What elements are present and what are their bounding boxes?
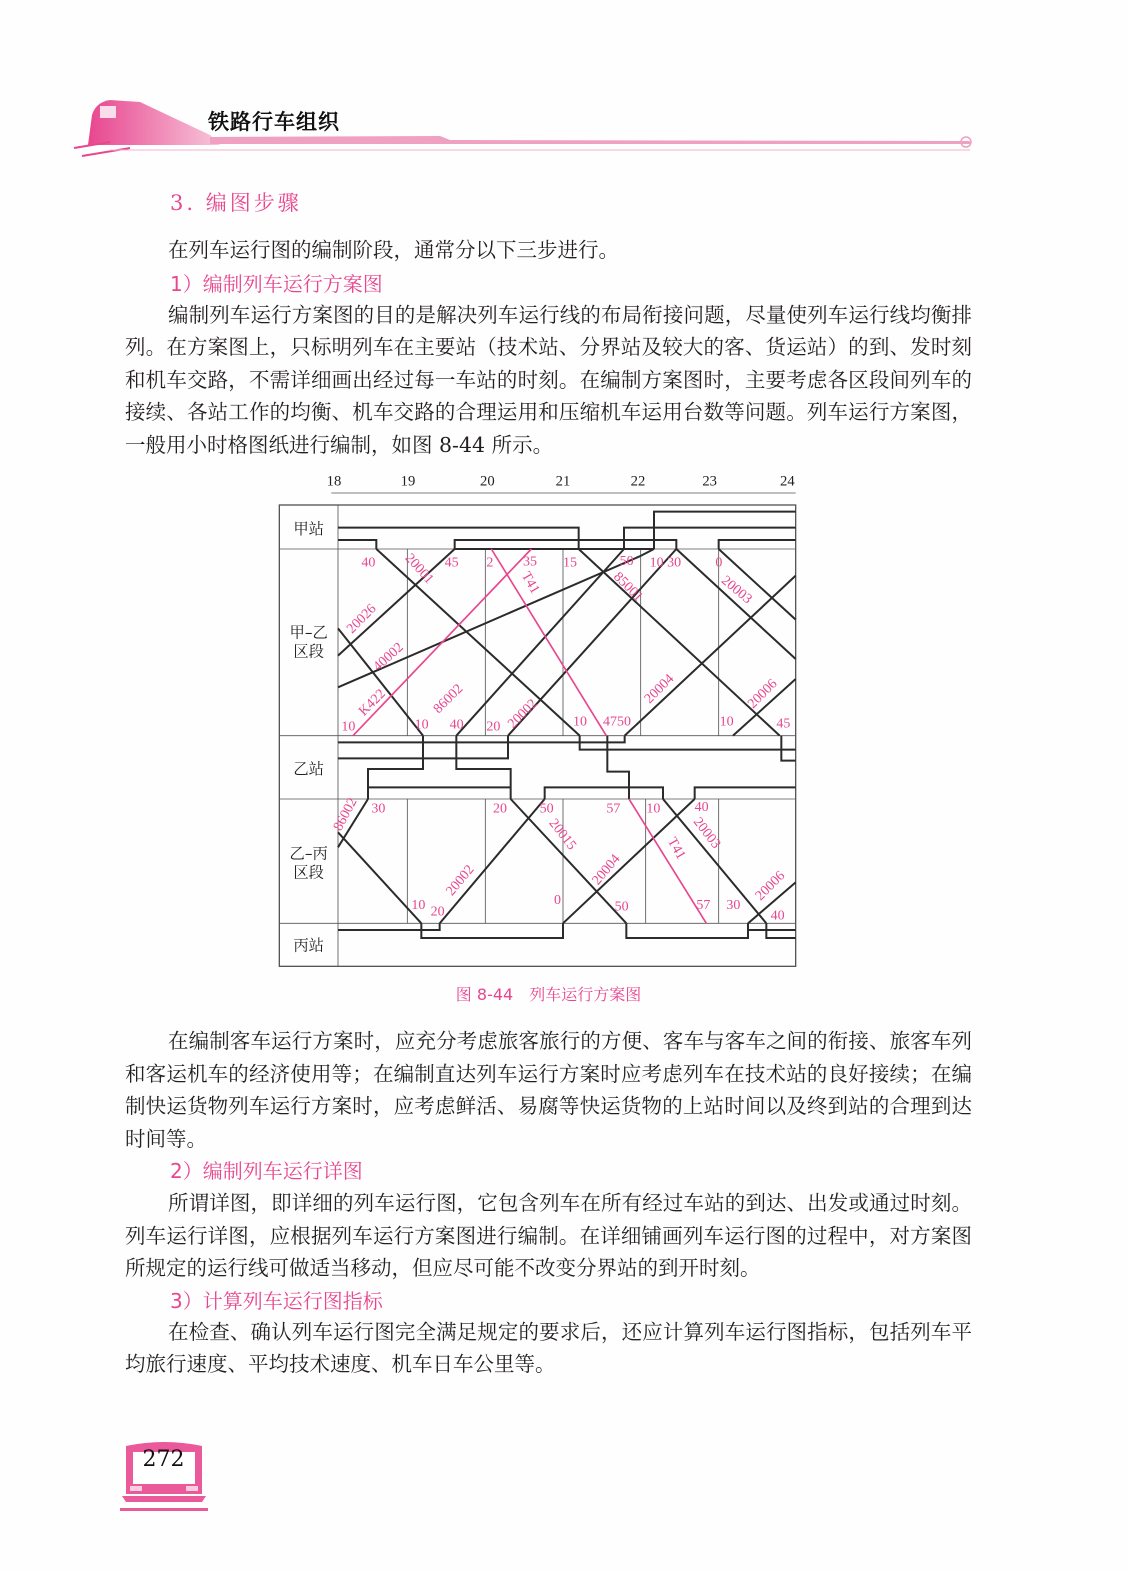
train-number: 20002 bbox=[505, 696, 541, 732]
station-yi-tracks bbox=[338, 736, 796, 799]
time-label: 50 bbox=[619, 554, 634, 569]
train-number: 20004 bbox=[589, 851, 624, 889]
train-number: 86002 bbox=[430, 681, 467, 717]
hour-label: 19 bbox=[400, 473, 416, 490]
time-label: 10 bbox=[414, 717, 429, 733]
time-label: 15 bbox=[563, 555, 577, 571]
train-number: 20003 bbox=[718, 573, 755, 608]
step-2-paragraph: 所谓详图，即详细的列车运行图，它包含列车在所有经过车站的到达、出发或通过时刻。列车运行详图，应根据列车运行方案图进行编制。在详细铺画列车运行图的过程中，对方案图所规定的运行线可做适当移动，但应尽可能不改变分界站的到开时刻。 bbox=[125, 1191, 972, 1280]
time-label: 45 bbox=[776, 716, 791, 732]
header-rule bbox=[210, 136, 970, 144]
hour-label: 20 bbox=[480, 473, 495, 490]
station-label: 乙站 bbox=[293, 760, 325, 778]
page-number: 272 bbox=[142, 1447, 185, 1472]
time-label: 35 bbox=[523, 554, 537, 570]
train-number: T41 bbox=[517, 569, 543, 597]
time-label: 10 bbox=[719, 714, 734, 730]
train-number: 40002 bbox=[370, 640, 407, 675]
step-1-heading: 1）编制列车运行方案图 bbox=[170, 271, 383, 296]
time-label: 40 bbox=[361, 555, 376, 571]
train-number: K422 bbox=[356, 686, 389, 720]
section-label: 乙–丙 bbox=[289, 844, 328, 863]
time-label: 57 bbox=[696, 898, 711, 913]
page-body bbox=[125, 188, 972, 1381]
section-label: 区段 bbox=[293, 863, 325, 882]
station-jia-tracks bbox=[338, 512, 796, 549]
train-number: 20001 bbox=[401, 550, 437, 588]
header-banner bbox=[70, 90, 980, 160]
hour-label: 22 bbox=[630, 473, 646, 490]
time-label: 50 bbox=[614, 899, 629, 915]
step-1-paragraph: 编制列车运行方案图的目的是解决列车运行线的布局衔接问题，尽量使列车运行线均衡排列。在方案图上，只标明列车在主要站（技术站、分界站及较大的客、货运站）的到、发时刻和机车交路，不需详细画出经过每一车站的时刻。在编制方案图时，主要考虑各区段间列车的接续、各站工作的均衡、机车交路的合理运用和压缩机车运用台数等问题。列车运行方案图，一般用小时格图纸进行编制，如图 8-44 所示。 bbox=[125, 302, 972, 457]
time-label: 2 bbox=[486, 555, 494, 571]
hour-label: 21 bbox=[555, 473, 571, 490]
hour-label: 23 bbox=[702, 473, 717, 490]
time-label: 10 bbox=[573, 714, 587, 730]
book-title: 铁路行车组织 bbox=[208, 110, 340, 134]
train-number: 86002 bbox=[330, 795, 361, 834]
figure-caption: 图 8-44 列车运行方案图 bbox=[455, 985, 642, 1004]
diagram-grid bbox=[279, 505, 795, 966]
train-number: T41 bbox=[663, 835, 689, 863]
train-number: 20003 bbox=[689, 814, 724, 852]
time-label: 20 bbox=[493, 801, 507, 817]
time-label: 0 bbox=[715, 555, 723, 571]
time-label: 4750 bbox=[603, 714, 631, 730]
section-title: 3. 编图步骤 bbox=[170, 191, 302, 215]
time-label: 30 bbox=[371, 801, 386, 817]
time-label: 40 bbox=[770, 908, 785, 924]
step-3-paragraph: 在检查、确认列车运行图完全满足规定的要求后，还应计算列车运行图指标，包括列车平均旅行速度、平均技术速度、机车日车公里等。 bbox=[125, 1319, 972, 1376]
section-label: 甲–乙 bbox=[289, 623, 328, 642]
train-number: 85001 bbox=[610, 569, 646, 605]
train-number: 20006 bbox=[752, 868, 789, 904]
station-label: 丙站 bbox=[293, 936, 325, 955]
time-label: 57 bbox=[606, 801, 621, 817]
step-2-heading: 2）编制列车运行详图 bbox=[170, 1159, 363, 1183]
time-label: 20 bbox=[430, 904, 445, 920]
train-number: 20026 bbox=[344, 601, 380, 637]
train-number: 20015 bbox=[545, 816, 579, 854]
hour-label: 18 bbox=[326, 473, 342, 490]
station-bing-tracks bbox=[338, 923, 796, 938]
passenger-lines-jia-yi bbox=[353, 549, 606, 736]
train-diagram bbox=[278, 469, 823, 969]
time-label: 45 bbox=[444, 555, 459, 571]
figure bbox=[125, 469, 972, 969]
time-label: 30 bbox=[726, 898, 741, 913]
passenger-lines-yi-bing bbox=[629, 799, 706, 923]
station-label: 甲站 bbox=[293, 520, 325, 538]
time-label: 0 bbox=[554, 893, 561, 908]
step-3-heading: 3）计算列车运行图指标 bbox=[170, 1288, 383, 1313]
train-number: 20004 bbox=[641, 671, 678, 707]
time-label: 10 bbox=[411, 898, 426, 913]
time-label: 10 30 bbox=[649, 555, 682, 571]
train-number: 20006 bbox=[745, 676, 781, 712]
intro-paragraph: 在列车运行图的编制阶段，通常分以下三步进行。 bbox=[168, 238, 620, 262]
time-label: 10 bbox=[341, 719, 356, 735]
time-label: 50 bbox=[539, 801, 554, 817]
time-label: 10 bbox=[646, 801, 661, 817]
hour-label: 24 bbox=[780, 473, 795, 490]
train-number: 20002 bbox=[443, 862, 478, 899]
time-label: 40 bbox=[694, 800, 709, 815]
time-label: 20 bbox=[486, 719, 501, 735]
after-figure-paragraph: 在编制客车运行方案时，应充分考虑旅客旅行的方便、客车与客车之间的衔接、旅客车列和客运机车的经济使用等；在编制直达列车运行方案时应考虑列车在技术站的良好接续；在编制快运货物列车运行方案时，应考虑鲜活、易腐等快运货物的上站时间以及终到站的合理到达时间等。 bbox=[125, 1029, 972, 1151]
section-label: 区段 bbox=[293, 642, 325, 661]
time-label: 40 bbox=[449, 717, 464, 733]
